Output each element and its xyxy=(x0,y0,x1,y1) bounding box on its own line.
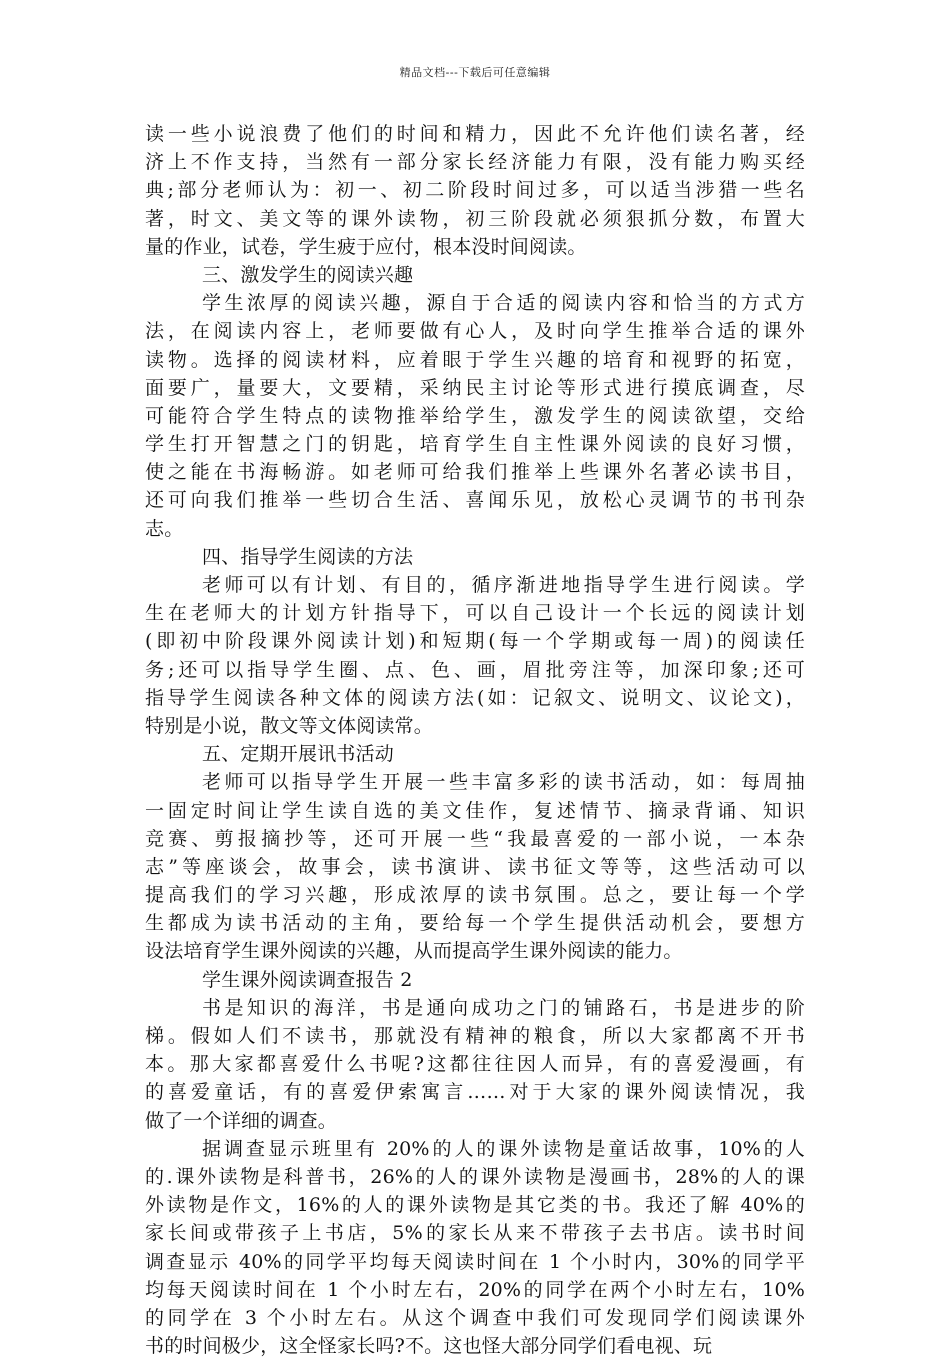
paragraph xyxy=(145,1135,805,1360)
text-line: 生都成为读书活动的主角，要给每一个学生提供活动机会，要想方 xyxy=(145,912,805,935)
paragraph xyxy=(145,768,805,965)
text-line: 均每天阅读时间在 1 个小时左右，20%的同学在两个小时左右，10% xyxy=(145,1278,805,1301)
text-line: 面要广，量要大，文要精，采纳民主讨论等形式进行摸底调查，尽 xyxy=(145,376,805,399)
text-line: 的同学在 3 个小时左右。从这个调查中我们可发现同学们阅读课外 xyxy=(145,1306,805,1329)
text-line: 特别是小说，散文等文体阅读常。 xyxy=(145,714,434,737)
text-line: 使之能在书海畅游。如老师可给我们推举上些课外名著必读书目， xyxy=(145,461,805,484)
text-line: 提高我们的学习兴趣，形成浓厚的读书氛围。总之，要让每一个学 xyxy=(145,884,805,907)
text-line: 家长间或带孩子上书店，5%的家长从来不带孩子去书店。读书时间 xyxy=(145,1222,805,1245)
document-body xyxy=(145,120,805,1360)
text-line: 的.课外读物是科普书，26%的人的课外读物是漫画书，28%的人的课 xyxy=(145,1165,805,1188)
text-line: 竞赛、剪报摘抄等，还可开展一些“我最喜爱的一部小说，一本杂 xyxy=(145,827,805,850)
text-line: 法，在阅读内容上，老师要做有心人，及时向学生推举合适的课外 xyxy=(145,320,805,343)
text-line: (即初中阶段课外阅读计划)和短期(每一个学期或每一周)的阅读任 xyxy=(145,630,805,653)
text-line: 设法培育学生课外阅读的兴趣，从而提高学生课外阅读的能力。 xyxy=(145,940,683,963)
heading-text: 三、激发学生的阅读兴趣 xyxy=(202,263,414,286)
text-line: 志。 xyxy=(145,517,184,540)
heading-text: 四、指导学生阅读的方法 xyxy=(202,545,414,568)
text-line: 老师可以指导学生开展一些丰富多彩的读书活动，如：每周抽 xyxy=(202,771,805,794)
text-line: 梯。假如人们不读书，那就没有精神的粮食，所以大家都离不开书 xyxy=(145,1025,805,1047)
text-line: 学生浓厚的阅读兴趣，源自于合适的阅读内容和恰当的方式方 xyxy=(202,292,805,315)
text-line: 务;还可以指导学生圈、点、色、画，眉批旁注等，加深印象;还可 xyxy=(145,658,805,681)
section-heading xyxy=(145,543,805,571)
text-line: 济上不作支持，当然有一部分家长经济能力有限，没有能力购买经 xyxy=(145,151,805,174)
text-line: 外读物是作文，16%的人的课外读物是其它类的书。我还了解 40%的 xyxy=(145,1194,805,1217)
text-line: 学生打开智慧之门的钥匙，培育学生自主性课外阅读的良好习惯， xyxy=(145,433,805,456)
section-heading xyxy=(145,966,805,994)
page-header: 精品文档---下载后可任意编辑 xyxy=(399,66,551,79)
text-line: 老师可以有计划、有目的，循序渐进地指导学生进行阅读。学 xyxy=(202,574,805,596)
section-heading xyxy=(145,740,805,768)
text-line: 据调查显示班里有 20%的人的课外读物是童话故事，10%的人 xyxy=(202,1137,805,1160)
paragraph xyxy=(145,289,805,543)
text-line: 典;部分老师认为：初一、初二阶段时间过多，可以适当涉猎一些名 xyxy=(145,179,805,202)
text-line: 读物。选择的阅读材料，应着眼于学生兴趣的培育和视野的拓宽， xyxy=(145,348,805,371)
text-line: 读一些小说浪费了他们的时间和精力，因此不允许他们读名著，经 xyxy=(145,123,805,145)
text-line: 量的作业，试卷，学生疲于应付，根本没时间阅读。 xyxy=(145,235,587,258)
text-line: 做了一个详细的调查。 xyxy=(145,1109,338,1132)
text-line: 志”等座谈会，故事会，读书演讲、读书征文等等，这些活动可以 xyxy=(145,855,805,878)
text-line: 书是知识的海洋，书是通向成功之门的铺路石，书是进步的阶 xyxy=(202,996,805,1019)
text-line: 一固定时间让学生读自选的美文佳作，复述情节、摘录背诵、知识 xyxy=(145,799,805,822)
text-line: 调查显示 40%的同学平均每天阅读时间在 1 个小时内，30%的同学平 xyxy=(145,1250,805,1273)
paragraph xyxy=(145,994,805,1135)
text-line: 生在老师大的计划方针指导下，可以自己设计一个长远的阅读计划 xyxy=(145,602,805,625)
text-line: 指导学生阅读各种文体的阅读方法(如：记叙文、说明文、议论文)， xyxy=(145,686,805,709)
section-heading xyxy=(145,261,805,289)
paragraph xyxy=(145,120,805,261)
text-line: 本。那大家都喜爱什么书呢?这都往往因人而异，有的喜爱漫画，有 xyxy=(145,1053,805,1076)
text-line: 还可向我们推举一些切合生活、喜闻乐见，放松心灵调节的书刊杂 xyxy=(145,489,805,512)
paragraph xyxy=(145,571,805,740)
text-line: 书的时间极少，这全怪家长吗?不。这也怪大部分同学们看电视、玩 xyxy=(145,1335,713,1358)
text-line: 可能符合学生特点的读物推举给学生，激发学生的阅读欲望，交给 xyxy=(145,404,805,427)
heading-text: 学生课外阅读调查报告 2 xyxy=(202,968,413,991)
text-line: 著，时文、美文等的课外读物，初三阶段就必须狠抓分数，布置大 xyxy=(145,207,805,230)
text-line: 的喜爱童话，有的喜爱伊索寓言……对于大家的课外阅读情况，我 xyxy=(145,1081,805,1104)
heading-text: 五、定期开展讯书活动 xyxy=(202,743,395,766)
